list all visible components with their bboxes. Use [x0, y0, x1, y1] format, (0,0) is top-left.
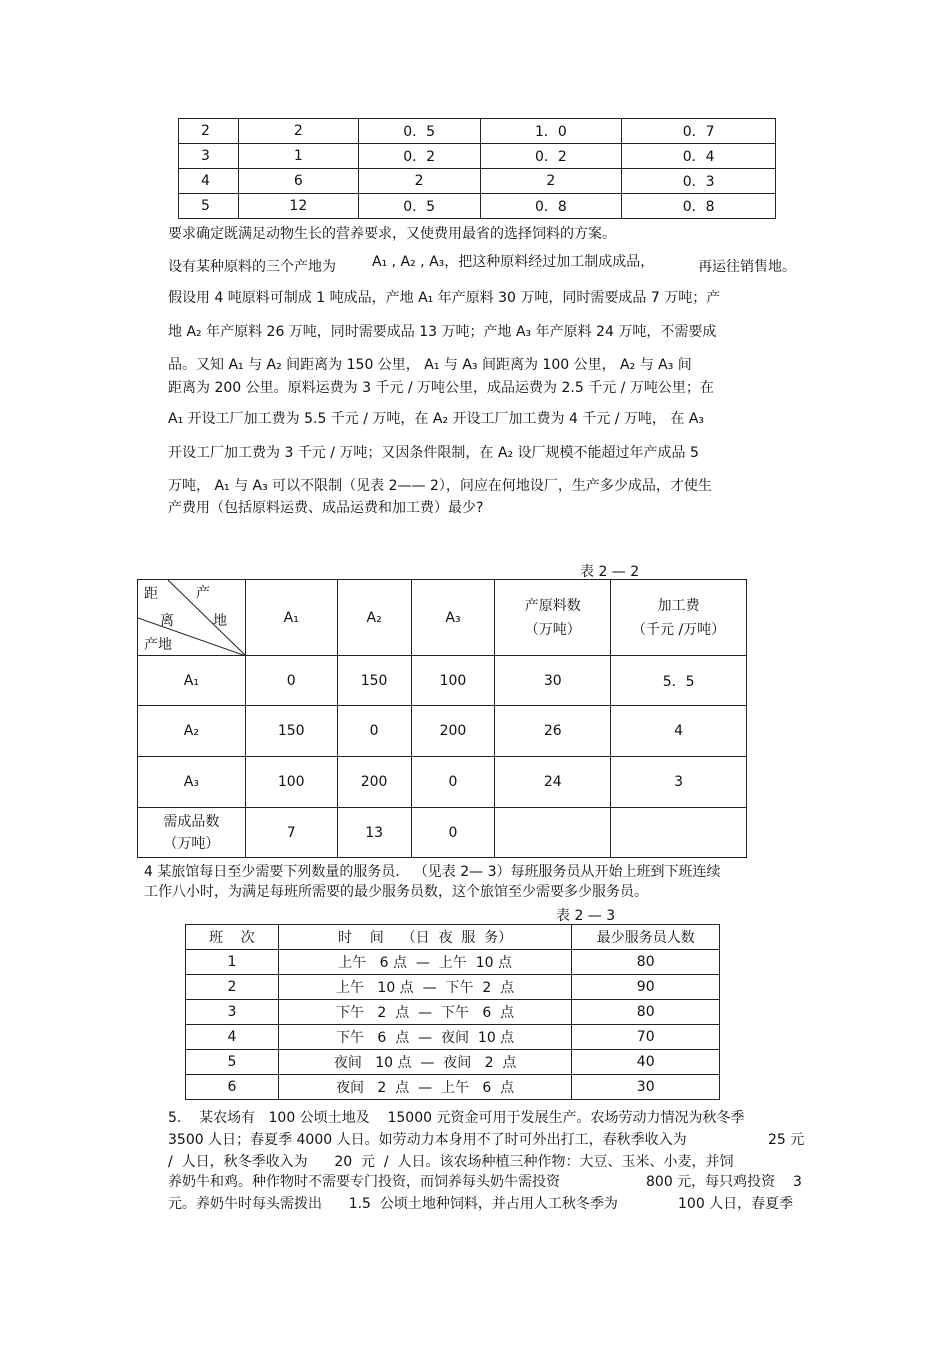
distance-table [137, 579, 747, 858]
problem3-line2: 假设用 4 吨原料可制成 1 吨成品，产地 A₁ 年产原料 30 万吨，同时需要成品 7 万吨；产 [168, 290, 721, 306]
demand-label [138, 808, 246, 858]
table-cell: 夜间 2 点 — 上午 6 点 [278, 1075, 572, 1100]
problem3-line9: 产费用（包括原料运费、成品运费和加工费）最少? [168, 500, 484, 516]
corner-top-left: 距 [144, 586, 158, 602]
table-cell: 3 [186, 1000, 279, 1025]
problem4-line1: 4 某旅馆每日至少需要下列数量的服务员． （见表 2— 3）每班服务员从开始上班到下班连续 [144, 864, 721, 880]
problem5-line1: 5. 某农场有 100 公顷土地及 15000 元资金可用于发展生产。农场劳动力情况为秋冬季 [168, 1110, 745, 1126]
problem5-line2a: 3500 人日；春夏季 4000 人日。如劳动力本身用不了时可外出打工，春秋季收入为 [168, 1132, 687, 1148]
table-cell: 0 [337, 706, 411, 757]
table-cell: 90 [572, 975, 720, 1000]
table-cell: 0．8 [622, 194, 776, 219]
table-cell: 6 [186, 1075, 279, 1100]
table-cell: 0．4 [622, 144, 776, 169]
table-row [179, 144, 776, 169]
row-label: A₁ [138, 656, 246, 706]
table-cell: 6 [238, 169, 358, 194]
col-header: 最少服务员人数 [572, 925, 720, 950]
staff-table [185, 924, 720, 1100]
table-cell: 24 [495, 757, 611, 808]
table-cell [611, 808, 747, 858]
col-header-fee-line1: 加工费 [657, 597, 700, 614]
table-cell: 下午 6 点 — 夜间 10 点 [278, 1025, 572, 1050]
table-cell: 5 [186, 1050, 279, 1075]
table-cell: 5 [179, 194, 239, 219]
problem3-line5: 距离为 200 公里。原料运费为 3 千元 / 万吨公里，成品运费为 2.5 千元 / 万吨公里；在 [168, 380, 714, 396]
table-row [138, 757, 747, 808]
table-cell: 26 [495, 706, 611, 757]
problem5-line4b: 800 元，每只鸡投资 3 [646, 1174, 802, 1190]
table-cell: 2 [186, 975, 279, 1000]
table-cell: 200 [411, 706, 495, 757]
table-cell: 4 [179, 169, 239, 194]
table-cell: 0．7 [622, 119, 776, 144]
problem4-line2: 工作八小时，为满足每班所需要的最少服务员数，这个旅馆至少需要多少服务员。 [144, 884, 648, 900]
problem5-line5b: 100 人日，春夏季 [678, 1196, 794, 1212]
table-cell: 0．2 [358, 144, 480, 169]
problem5-line3: / 人日，秋冬季收入为 20 元 / 人日。该农场种植三种作物：大豆、玉米、小麦，并饲 [168, 1154, 734, 1170]
col-header-a3: A₃ [411, 580, 495, 656]
table-cell: 0．5 [358, 119, 480, 144]
col-header: 班 次 [186, 925, 279, 950]
problem3-line4: 品。又知 A₁ 与 A₂ 间距离为 150 公里， A₁ 与 A₃ 间距离为 100 公里， A₂ 与 A₃ 间 [168, 357, 692, 373]
corner-cell [138, 580, 246, 656]
problem3-line0: 要求确定既满足动物生长的营养要求，又使费用最省的选择饲料的方案。 [168, 226, 616, 242]
row-label: A₃ [138, 757, 246, 808]
table-row [138, 706, 747, 757]
col-header-fee [611, 580, 747, 656]
col-header-a1: A₁ [245, 580, 337, 656]
table-row [186, 1075, 720, 1100]
corner-bottom-left: 产地 [144, 637, 172, 653]
corner-top-right: 产 [196, 585, 210, 601]
table-cell: 3 [179, 144, 239, 169]
col-header-raw-line2: （万吨） [524, 621, 581, 638]
table-row [186, 950, 720, 975]
table-cell: 上午 10 点 — 下午 2 点 [278, 975, 572, 1000]
table-cell: 4 [611, 706, 747, 757]
table-cell: 下午 2 点 — 下午 6 点 [278, 1000, 572, 1025]
problem3-line8: 万吨， A₁ 与 A₃ 可以不限制（见表 2—— 2），问应在何地设厂，生产多少成品，才使生 [168, 478, 712, 494]
table-row [179, 119, 776, 144]
demand-label-line1: 需成品数 [163, 813, 220, 830]
demand-label-line2: （万吨） [163, 835, 220, 852]
table-cell: 夜间 10 点 — 夜间 2 点 [278, 1050, 572, 1075]
table-cell: 30 [572, 1075, 720, 1100]
row-label: A₂ [138, 706, 246, 757]
table-cell: 3 [611, 757, 747, 808]
problem5-line5a: 元。养奶牛时每头需拨出 1.5 公顷土地种饲料，并占用人工秋冬季为 [168, 1196, 618, 1212]
table-cell: 0 [245, 656, 337, 706]
col-header: 时 间 （日 夜 服 务） [278, 925, 572, 950]
table-row [138, 808, 747, 858]
problem5-line2b: 25 元 [768, 1132, 805, 1148]
table-row [186, 975, 720, 1000]
col-header-fee-line2: （千元 /万吨） [632, 621, 726, 638]
corner-mid-left: 离 [160, 613, 174, 629]
problem3-line7: 开设工厂加工费为 3 千元 / 万吨；又因条件限制，在 A₂ 设厂规模不能超过年产成品 5 [168, 445, 699, 461]
problem3-line6: A₁ 开设工厂加工费为 5.5 千元 / 万吨，在 A₂ 开设工厂加工费为 4 千元 / 万吨， 在 A₃ [168, 411, 705, 427]
problem3-line1c: 再运往销售地。 [698, 259, 796, 275]
table-cell: 80 [572, 950, 720, 975]
table-cell: 12 [238, 194, 358, 219]
table-cell: 0．3 [622, 169, 776, 194]
problem3-line3: 地 A₂ 年产原料 26 万吨，同时需要成品 13 万吨；产地 A₃ 年产原料 24 万吨，不需要成 [168, 324, 717, 340]
problem5-line4a: 养奶牛和鸡。种作物时不需要专门投资，而饲养每头奶牛需投资 [168, 1174, 560, 1190]
table-cell: 80 [572, 1000, 720, 1025]
table-cell: 150 [337, 656, 411, 706]
table-cell: 1 [186, 950, 279, 975]
table-cell: 100 [245, 757, 337, 808]
table-cell: 13 [337, 808, 411, 858]
table-cell: 0 [411, 757, 495, 808]
table-cell: 1 [238, 144, 358, 169]
table-header-row [138, 580, 747, 656]
table-row [179, 169, 776, 194]
table-cell: 4 [186, 1025, 279, 1050]
table-header-row [186, 925, 720, 950]
table-cell: 0．5 [358, 194, 480, 219]
feed-table [178, 118, 776, 219]
table-row [186, 1050, 720, 1075]
table-row [179, 194, 776, 219]
table-cell: 40 [572, 1050, 720, 1075]
table-cell: 2 [480, 169, 622, 194]
table-cell: 5．5 [611, 656, 747, 706]
table-cell: 30 [495, 656, 611, 706]
table2-caption: 表 2 — 2 [580, 564, 640, 580]
table-cell: 0．2 [480, 144, 622, 169]
table-row [186, 1000, 720, 1025]
problem3-line1b: A₁ , A₂ , A₃，把这种原料经过加工制成成品， [372, 254, 655, 270]
table-cell [495, 808, 611, 858]
table-cell: 2 [358, 169, 480, 194]
table-cell: 0 [411, 808, 495, 858]
col-header-raw-line1: 产原料数 [524, 597, 581, 614]
corner-mid-right: 地 [213, 613, 227, 629]
table-cell: 2 [238, 119, 358, 144]
problem3-line1a: 设有某种原料的三个产地为 [168, 259, 336, 275]
table-cell: 200 [337, 757, 411, 808]
table-cell: 上午 6 点 — 上午 10 点 [278, 950, 572, 975]
col-header-raw [495, 580, 611, 656]
table-cell: 2 [179, 119, 239, 144]
table-row [186, 1025, 720, 1050]
table-cell: 150 [245, 706, 337, 757]
table-cell: 0．8 [480, 194, 622, 219]
table-cell: 7 [245, 808, 337, 858]
col-header-a2: A₂ [337, 580, 411, 656]
table-row [138, 656, 747, 706]
table-cell: 70 [572, 1025, 720, 1050]
table-cell: 1．0 [480, 119, 622, 144]
table-cell: 100 [411, 656, 495, 706]
table3-caption: 表 2 — 3 [556, 908, 616, 924]
